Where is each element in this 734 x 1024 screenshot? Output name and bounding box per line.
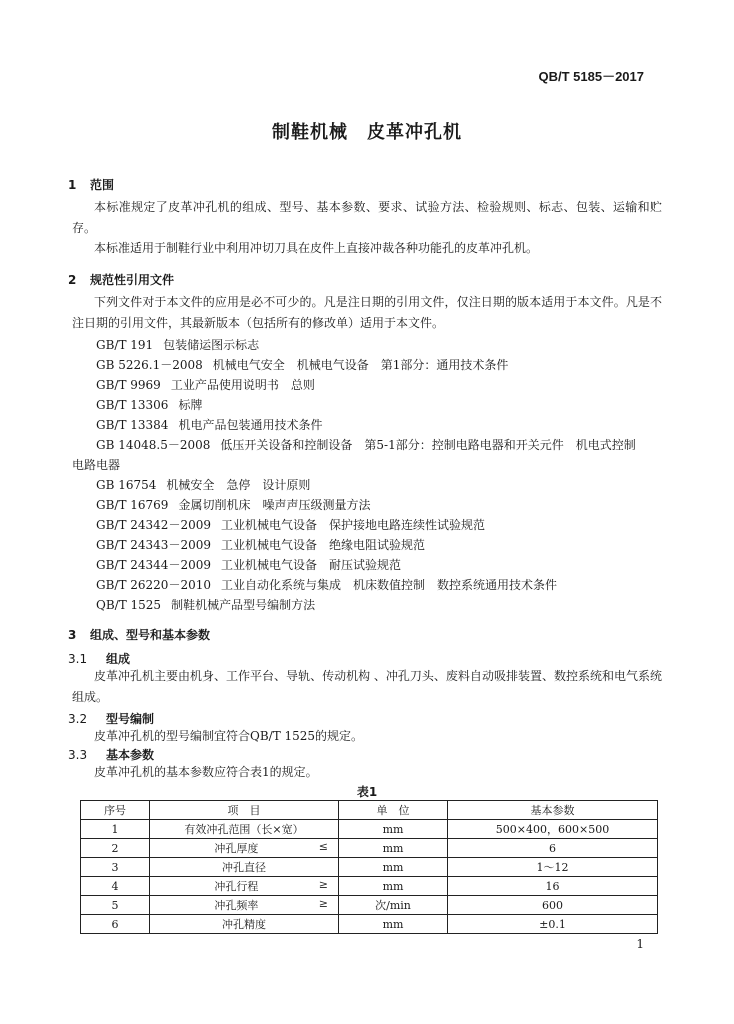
reference-code: GB/T 24342－2009	[96, 518, 211, 532]
section-number: 2	[68, 273, 77, 287]
subsection-3-2-heading	[68, 710, 154, 727]
table-row	[81, 839, 658, 858]
section-1-para-1: 本标准规定了皮革冲孔机的组成、型号、基本参数、要求、试验方法、检验规则、标志、包装、运输和贮存。	[72, 200, 662, 235]
row-unit: mm	[339, 858, 448, 877]
row-item	[150, 839, 339, 858]
row-unit: mm	[339, 915, 448, 934]
comparison-symbol: ≥	[318, 897, 328, 910]
header-no: 序号	[81, 801, 150, 820]
reference-code: QB/T 1525	[96, 598, 162, 612]
section-3-heading	[68, 626, 210, 643]
reference-title: 机械安全 急停 设计原则	[166, 478, 311, 492]
row-value: 16	[448, 877, 658, 896]
reference-code: GB/T 26220－2010	[96, 578, 211, 592]
comparison-symbol: ≥	[318, 878, 328, 891]
table-row	[81, 915, 658, 934]
row-value: 600	[448, 896, 658, 915]
reference-title: 机电产品包装通用技术条件	[178, 418, 323, 432]
subsection-title: 基本参数	[106, 748, 155, 762]
reference-item	[96, 576, 557, 593]
section-2-para-1: 下列文件对于本文件的应用是必不可少的。凡是注日期的引用文件，仅注日期的版本适用于本文件。凡是不注日期的引用文件，其最新版本（包括所有的修改单）适用于本文件。	[72, 295, 662, 330]
row-unit: 次/min	[339, 896, 448, 915]
row-unit: mm	[339, 877, 448, 896]
section-1-heading	[68, 176, 114, 193]
reference-title: 标牌	[178, 398, 203, 412]
table-header-row	[81, 801, 658, 820]
reference-title: 工业机械电气设备 绝缘电阻试验规范	[220, 538, 425, 552]
subsection-number: 3.1	[68, 652, 88, 666]
reference-title: 工业机械电气设备 保护接地电路连续性试验规范	[220, 518, 485, 532]
section-2-heading	[68, 271, 174, 288]
row-item	[150, 915, 339, 934]
reference-item	[96, 396, 202, 413]
row-value: 500×400，600×500	[448, 820, 658, 839]
row-item	[150, 858, 339, 877]
parameter-table	[80, 800, 658, 934]
item-label: 冲孔行程	[214, 880, 259, 893]
section-number: 1	[68, 178, 77, 192]
table-row	[81, 820, 658, 839]
page-number: 1	[636, 937, 644, 951]
reference-title: 低压开关设备和控制设备 第5-1部分：控制电路电器和开关元件 机电式控制	[220, 438, 636, 452]
reference-code: GB 16754	[96, 478, 157, 492]
document-title: 制鞋机械 皮革冲孔机	[272, 122, 462, 143]
header-unit: 单 位	[339, 801, 448, 820]
reference-code: GB/T 24344－2009	[96, 558, 211, 572]
row-no: 3	[81, 858, 150, 877]
reference-item	[96, 536, 425, 553]
subsection-3-3-text: 皮革冲孔机的基本参数应符合表1的规定。	[94, 765, 318, 779]
reference-title: 制鞋机械产品型号编制方法	[171, 598, 316, 612]
section-title: 组成、型号和基本参数	[90, 628, 211, 642]
reference-title: 金属切削机床 噪声声压级测量方法	[178, 498, 371, 512]
section-number: 3	[68, 628, 77, 642]
row-unit: mm	[339, 820, 448, 839]
subsection-3-2-text: 皮革冲孔机的型号编制宜符合QB/T 1525的规定。	[94, 729, 364, 743]
row-no: 4	[81, 877, 150, 896]
table-row	[81, 896, 658, 915]
reference-item	[96, 596, 315, 613]
subsection-number: 3.2	[68, 712, 88, 726]
item-label: 冲孔频率	[214, 899, 259, 912]
reference-item	[96, 436, 636, 453]
standard-number: QB/T 5185－2017	[538, 69, 644, 84]
table-row	[81, 858, 658, 877]
row-value: ±0.1	[448, 915, 658, 934]
reference-item	[96, 336, 259, 353]
reference-code: GB 5226.1－2008	[96, 358, 203, 372]
reference-item	[96, 356, 508, 373]
item-label: 冲孔厚度	[214, 842, 259, 855]
reference-item	[96, 556, 401, 573]
subsection-title: 组成	[106, 652, 131, 666]
reference-item	[96, 476, 310, 493]
row-no: 5	[81, 896, 150, 915]
item-label: 冲孔精度	[222, 918, 266, 931]
header-param: 基本参数	[448, 801, 658, 820]
reference-code: GB/T 24343－2009	[96, 538, 211, 552]
section-1-para-2: 本标准适用于制鞋行业中利用冲切刀具在皮件上直接冲裁各种功能孔的皮革冲孔机。	[94, 241, 539, 255]
row-no: 2	[81, 839, 150, 858]
reference-item	[96, 416, 322, 433]
reference-code: GB 14048.5－2008	[96, 438, 211, 452]
reference-code: GB/T 13384	[96, 418, 169, 432]
subsection-3-3-heading	[68, 746, 154, 763]
reference-item	[96, 516, 485, 533]
reference-code: GB/T 13306	[96, 398, 169, 412]
section-title: 范围	[90, 178, 115, 192]
subsection-3-1-heading	[68, 650, 130, 667]
reference-title: 工业产品使用说明书 总则	[170, 378, 315, 392]
row-item	[150, 896, 339, 915]
reference-title: 机械电气安全 机械电气设备 第1部分：通用技术条件	[212, 358, 509, 372]
row-no: 6	[81, 915, 150, 934]
item-label: 有效冲孔范围（长×宽）	[184, 823, 304, 836]
reference-code: GB/T 191	[96, 338, 154, 352]
subsection-title: 型号编制	[106, 712, 155, 726]
table-row	[81, 877, 658, 896]
reference-title: 工业机械电气设备 耐压试验规范	[220, 558, 401, 572]
comparison-symbol: ≤	[318, 840, 328, 853]
row-item	[150, 877, 339, 896]
row-value: 6	[448, 839, 658, 858]
subsection-number: 3.3	[68, 748, 88, 762]
header-item: 项 目	[150, 801, 339, 820]
row-value: 1～12	[448, 858, 658, 877]
reference-title: 包装储运图示标志	[163, 338, 260, 352]
row-unit: mm	[339, 839, 448, 858]
item-label: 冲孔直径	[222, 861, 266, 874]
row-item	[150, 820, 339, 839]
subsection-3-1-text: 皮革冲孔机主要由机身、工作平台、导轨、传动机构 、冲孔刀头、废料自动吸排装置、数控系统和电气系统组成。	[72, 669, 662, 704]
reference-code: GB/T 9969	[96, 378, 161, 392]
table-caption: 表1	[356, 785, 378, 799]
reference-continuation: 电路电器	[72, 458, 121, 472]
row-no: 1	[81, 820, 150, 839]
reference-item	[96, 376, 315, 393]
reference-item	[96, 496, 370, 513]
reference-code: GB/T 16769	[96, 498, 169, 512]
section-title: 规范性引用文件	[90, 273, 175, 287]
reference-title: 工业自动化系统与集成 机床数值控制 数控系统通用技术条件	[220, 578, 557, 592]
